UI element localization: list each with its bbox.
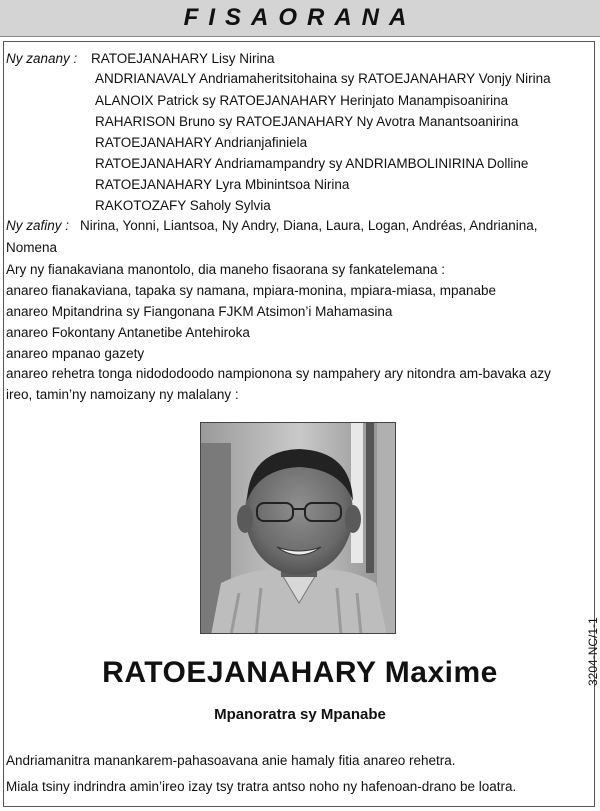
child-name: ALANOIX Patrick sy RATOEJANAHARY Herinjato Manampisoanirina [95,93,509,108]
child-name: RAHARISON Bruno sy RATOEJANAHARY Ny Avotra Manantsoanirina [95,114,519,129]
deceased-name: RATOEJANAHARY Maxime [102,656,498,689]
child-name: ANDRIANAVALY Andriamaheritsitohaina sy RATOEJANAHARY Vonjy Nirina [95,71,551,86]
thanks-line: anareo fianakaviana, tapaka sy namana, mpiara-monina, mpiara-miasa, mpanabe [6,283,497,298]
thanks-line: anareo Mpitandrina sy Fiangonana FJKM Atsimon’i Mahamasina [6,304,393,319]
thanks-line: ireo, tamin’ny namoizany ny malalany : [6,387,239,402]
grandchildren-names-cont: Nomena [6,240,58,255]
grandchildren-names: Nirina, Yonni, Liantsoa, Ny Andry, Diana, Laura, Logan, Andréas, Andrianina, [80,218,538,233]
children-label: Ny zanany : [6,51,78,66]
page-title: FISAORANA [183,4,417,31]
child-name: RATOEJANAHARY Andrianjafiniela [95,135,308,150]
thanks-line: anareo Fokontany Antanetibe Antehiroka [6,325,250,340]
reference-code: 3204-NC/1-1 [586,617,600,686]
thanks-line: anareo rehetra tonga nidododoodo nampionona sy nampahery ary nitondra am-bavaka azy [6,366,551,381]
deceased-title: Mpanoratra sy Mpanabe [214,706,386,723]
closing-line: Andriamanitra manankarem-pahasoavana anie hamaly fitia anareo rehetra. [6,753,456,768]
child-name: RATOEJANAHARY Lisy Nirina [91,51,275,66]
closing-line: Miala tsiny indrindra amin’ireo izay tsy tratra antso noho ny hafenoan-drano be loatra. [6,779,517,794]
thanks-line: anareo mpanao gazety [6,346,145,361]
portrait-photo [200,422,396,634]
child-name: RATOEJANAHARY Lyra Mbinintsoa Nirina [95,177,350,192]
header-banner [0,0,600,37]
thanks-line: Ary ny fianakaviana manontolo, dia maneho fisaorana sy fankatelemana : [6,262,446,277]
child-name: RAKOTOZAFY Saholy Sylvia [95,198,271,213]
grandchildren-label: Ny zafiny : [6,218,70,233]
child-name: RATOEJANAHARY Andriamampandry sy ANDRIAMBOLINIRINA Dolline [95,156,529,171]
